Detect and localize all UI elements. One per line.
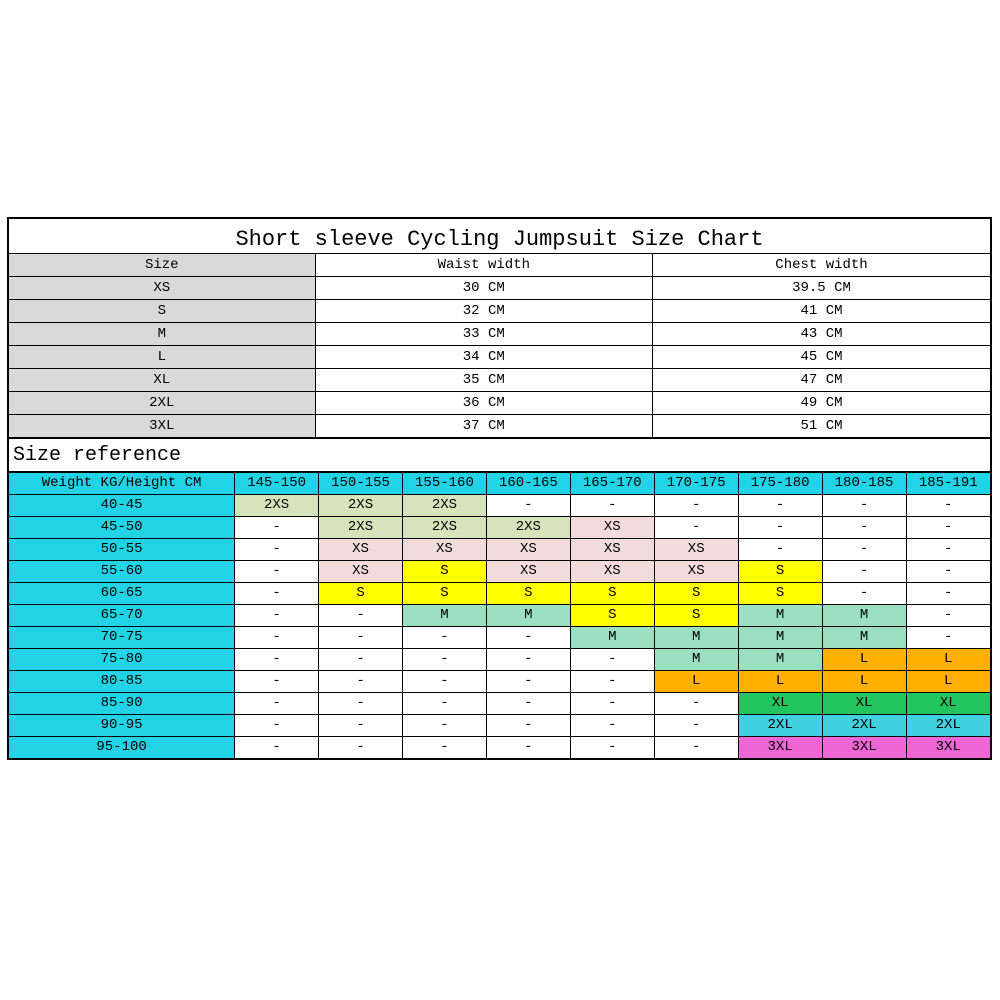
size-recommendation-cell: - — [654, 693, 738, 715]
size-recommendation-cell: - — [486, 693, 570, 715]
size-recommendation-cell: XL — [906, 693, 990, 715]
size-recommendation-cell: - — [738, 539, 822, 561]
size-recommendation-cell: - — [906, 605, 990, 627]
height-range-header: 150-155 — [319, 473, 403, 495]
reference-row — [9, 627, 990, 649]
size-recommendation-cell: L — [906, 649, 990, 671]
size-recommendation-cell: - — [235, 671, 319, 693]
size-recommendation-cell: - — [402, 715, 486, 737]
size-recommendation-cell: M — [402, 605, 486, 627]
weight-range-label: 80-85 — [9, 671, 235, 693]
size-recommendation-cell: XS — [486, 561, 570, 583]
size-recommendation-cell: 2XS — [319, 495, 403, 517]
chest-width-value: 47 CM — [653, 369, 990, 392]
size-recommendation-cell: - — [654, 715, 738, 737]
size-recommendation-cell: - — [654, 737, 738, 759]
weight-range-label: 70-75 — [9, 627, 235, 649]
weight-range-label: 95-100 — [9, 737, 235, 759]
reference-row — [9, 693, 990, 715]
size-table-row — [9, 277, 990, 300]
size-recommendation-cell: XS — [486, 539, 570, 561]
size-recommendation-cell: M — [654, 627, 738, 649]
size-recommendation-cell: M — [486, 605, 570, 627]
waist-width-value: 35 CM — [315, 369, 652, 392]
chest-width-value: 39.5 CM — [653, 277, 990, 300]
size-recommendation-cell: S — [738, 583, 822, 605]
size-recommendation-cell: - — [570, 737, 654, 759]
size-table-row — [9, 323, 990, 346]
weight-range-label: 45-50 — [9, 517, 235, 539]
size-recommendation-cell: - — [570, 495, 654, 517]
size-recommendation-cell: L — [654, 671, 738, 693]
size-recommendation-cell: - — [906, 517, 990, 539]
size-chart-sheet — [7, 217, 992, 760]
size-table-header-row — [9, 254, 990, 277]
size-recommendation-cell: - — [822, 583, 906, 605]
size-recommendation-cell: S — [570, 605, 654, 627]
weight-range-label: 55-60 — [9, 561, 235, 583]
height-range-header: 170-175 — [654, 473, 738, 495]
size-recommendation-cell: - — [319, 605, 403, 627]
size-recommendation-cell: - — [570, 715, 654, 737]
size-recommendation-cell: L — [906, 671, 990, 693]
size-recommendation-cell: - — [235, 693, 319, 715]
weight-height-header: Weight KG/Height CM — [9, 473, 235, 495]
reference-row — [9, 517, 990, 539]
reference-row — [9, 715, 990, 737]
size-recommendation-cell: - — [486, 495, 570, 517]
size-recommendation-cell: S — [654, 583, 738, 605]
size-recommendation-cell: M — [738, 627, 822, 649]
size-recommendation-cell: S — [319, 583, 403, 605]
size-table-header: Waist width — [315, 254, 652, 277]
weight-range-label: 75-80 — [9, 649, 235, 671]
size-measurement-table — [9, 254, 990, 438]
size-recommendation-cell: 2XS — [319, 517, 403, 539]
size-recommendation-cell: XS — [570, 561, 654, 583]
size-recommendation-cell: - — [235, 627, 319, 649]
chest-width-value: 51 CM — [653, 415, 990, 438]
height-range-header: 155-160 — [402, 473, 486, 495]
height-range-header: 185-191 — [906, 473, 990, 495]
waist-width-value: 36 CM — [315, 392, 652, 415]
size-recommendation-cell: - — [486, 715, 570, 737]
size-recommendation-cell: - — [822, 517, 906, 539]
size-label: 3XL — [9, 415, 315, 438]
size-recommendation-cell: XS — [319, 561, 403, 583]
size-recommendation-cell: XS — [654, 561, 738, 583]
size-recommendation-cell: XL — [822, 693, 906, 715]
waist-width-value: 37 CM — [315, 415, 652, 438]
size-recommendation-cell: - — [319, 627, 403, 649]
waist-width-value: 34 CM — [315, 346, 652, 369]
size-table-row — [9, 392, 990, 415]
size-recommendation-cell: M — [654, 649, 738, 671]
size-recommendation-cell: S — [654, 605, 738, 627]
size-recommendation-cell: S — [402, 561, 486, 583]
size-label: L — [9, 346, 315, 369]
size-recommendation-cell: XS — [654, 539, 738, 561]
chart-title: Short sleeve Cycling Jumpsuit Size Chart — [9, 219, 990, 254]
size-recommendation-cell: - — [654, 517, 738, 539]
size-recommendation-cell: XS — [402, 539, 486, 561]
weight-range-label: 40-45 — [9, 495, 235, 517]
weight-range-label: 60-65 — [9, 583, 235, 605]
reference-row — [9, 495, 990, 517]
size-recommendation-cell: M — [822, 605, 906, 627]
size-table-row — [9, 415, 990, 438]
reference-row — [9, 671, 990, 693]
size-recommendation-cell: - — [235, 649, 319, 671]
size-recommendation-cell: L — [822, 649, 906, 671]
size-recommendation-cell: - — [822, 539, 906, 561]
size-recommendation-cell: S — [570, 583, 654, 605]
size-recommendation-cell: - — [570, 693, 654, 715]
size-recommendation-cell: 2XL — [822, 715, 906, 737]
size-recommendation-cell: - — [402, 737, 486, 759]
height-range-header: 165-170 — [570, 473, 654, 495]
size-recommendation-cell: 3XL — [738, 737, 822, 759]
weight-range-label: 50-55 — [9, 539, 235, 561]
reference-row — [9, 649, 990, 671]
size-recommendation-cell: L — [822, 671, 906, 693]
size-recommendation-cell: - — [906, 627, 990, 649]
size-recommendation-cell: - — [402, 693, 486, 715]
chest-width-value: 41 CM — [653, 300, 990, 323]
chest-width-value: 45 CM — [653, 346, 990, 369]
size-label: XL — [9, 369, 315, 392]
size-table-row — [9, 300, 990, 323]
reference-row — [9, 539, 990, 561]
size-table-row — [9, 369, 990, 392]
waist-width-value: 32 CM — [315, 300, 652, 323]
size-recommendation-cell: - — [822, 495, 906, 517]
size-recommendation-cell: - — [319, 737, 403, 759]
weight-range-label: 65-70 — [9, 605, 235, 627]
size-recommendation-cell: - — [486, 627, 570, 649]
size-recommendation-cell: - — [402, 649, 486, 671]
weight-range-label: 90-95 — [9, 715, 235, 737]
size-recommendation-cell: - — [402, 671, 486, 693]
size-recommendation-cell: 2XS — [235, 495, 319, 517]
size-recommendation-cell: - — [822, 561, 906, 583]
size-recommendation-cell: - — [738, 517, 822, 539]
reference-row — [9, 605, 990, 627]
size-recommendation-cell: - — [319, 671, 403, 693]
size-recommendation-cell: S — [402, 583, 486, 605]
height-range-header: 175-180 — [738, 473, 822, 495]
size-recommendation-cell: - — [906, 539, 990, 561]
height-range-header: 160-165 — [486, 473, 570, 495]
size-recommendation-cell: - — [235, 583, 319, 605]
size-recommendation-cell: M — [570, 627, 654, 649]
size-recommendation-cell: L — [738, 671, 822, 693]
height-range-header: 180-185 — [822, 473, 906, 495]
height-range-header: 145-150 — [235, 473, 319, 495]
size-recommendation-cell: - — [319, 649, 403, 671]
size-recommendation-cell: - — [319, 693, 403, 715]
size-table-header: Size — [9, 254, 315, 277]
size-recommendation-cell: - — [654, 495, 738, 517]
size-table-header: Chest width — [653, 254, 990, 277]
size-recommendation-cell: 2XL — [906, 715, 990, 737]
size-recommendation-cell: 2XS — [486, 517, 570, 539]
size-recommendation-cell: - — [906, 495, 990, 517]
size-recommendation-cell: 3XL — [906, 737, 990, 759]
size-recommendation-cell: - — [235, 715, 319, 737]
reference-row — [9, 583, 990, 605]
reference-row — [9, 737, 990, 759]
size-recommendation-cell: - — [570, 649, 654, 671]
size-label: 2XL — [9, 392, 315, 415]
chest-width-value: 43 CM — [653, 323, 990, 346]
size-recommendation-cell: - — [319, 715, 403, 737]
reference-header-row — [9, 473, 990, 495]
size-recommendation-cell: XS — [319, 539, 403, 561]
waist-width-value: 30 CM — [315, 277, 652, 300]
size-recommendation-cell: - — [486, 671, 570, 693]
reference-row — [9, 561, 990, 583]
size-recommendation-cell: 2XS — [402, 495, 486, 517]
size-recommendation-cell: - — [486, 649, 570, 671]
size-recommendation-cell: - — [402, 627, 486, 649]
size-recommendation-cell: M — [738, 649, 822, 671]
size-recommendation-cell: - — [738, 495, 822, 517]
size-recommendation-cell: S — [738, 561, 822, 583]
size-recommendation-cell: 2XL — [738, 715, 822, 737]
size-recommendation-cell: - — [486, 737, 570, 759]
size-recommendation-cell: - — [570, 671, 654, 693]
size-recommendation-cell: XS — [570, 539, 654, 561]
size-recommendation-cell: - — [235, 517, 319, 539]
size-recommendation-cell: - — [235, 539, 319, 561]
size-recommendation-cell: - — [235, 605, 319, 627]
size-table-row — [9, 346, 990, 369]
size-recommendation-cell: XS — [570, 517, 654, 539]
size-recommendation-cell: M — [822, 627, 906, 649]
size-recommendation-cell: 2XS — [402, 517, 486, 539]
size-recommendation-cell: - — [235, 561, 319, 583]
size-label: M — [9, 323, 315, 346]
size-label: S — [9, 300, 315, 323]
size-recommendation-cell: - — [906, 561, 990, 583]
size-recommendation-cell: XL — [738, 693, 822, 715]
size-recommendation-cell: M — [738, 605, 822, 627]
size-reference-label: Size reference — [9, 438, 990, 472]
size-recommendation-cell: - — [906, 583, 990, 605]
size-recommendation-cell: S — [486, 583, 570, 605]
waist-width-value: 33 CM — [315, 323, 652, 346]
size-recommendation-cell: 3XL — [822, 737, 906, 759]
weight-range-label: 85-90 — [9, 693, 235, 715]
chest-width-value: 49 CM — [653, 392, 990, 415]
size-recommendation-cell: - — [235, 737, 319, 759]
size-reference-table — [9, 472, 990, 758]
size-label: XS — [9, 277, 315, 300]
